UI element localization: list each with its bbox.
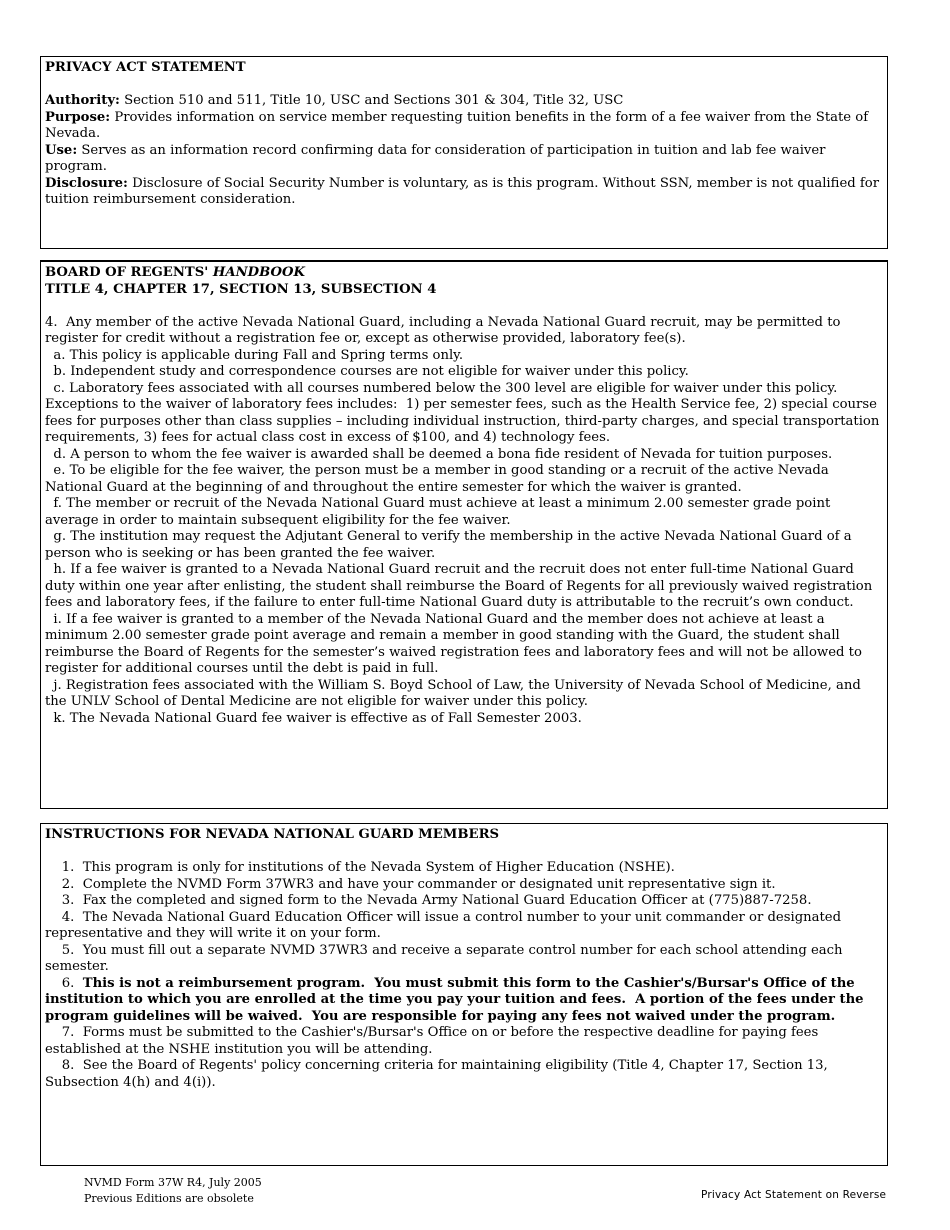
purpose-label: Purpose: [45,109,111,125]
instructions-section [40,823,888,1166]
instructions-title: INSTRUCTIONS FOR NEVADA NATIONAL GUARD MEMBERS [45,827,500,842]
regents-handbook-section [40,260,888,809]
use-label: Use: [45,142,78,158]
footer-form-info [84,1175,262,1206]
editions-note: Previous Editions are obsolete [84,1191,254,1205]
instruction-item: 8. See the Board of Regents' policy concerning criteria for maintaining eligibility (Title 4, Chapter 17, Section 13, Subsection 4(h) and 4(i)). [45,1058,832,1090]
regents-paragraph: b. Independent study and correspondence courses are not eligible for waiver under this policy. [45,364,689,379]
privacy-act-title: PRIVACY ACT STATEMENT [45,60,246,75]
authority-text: Section 510 and 511, Title 10, USC and Sections 301 & 304, Title 32, USC [119,93,624,108]
instruction-item: 7. Forms must be submitted to the Cashier's/Bursar's Office on or before the respective deadline for paying fees established at the NSHE institution you will be attending. [45,1025,823,1057]
form-id: NVMD Form 37W R4, July 2005 [84,1176,262,1189]
authority-line [45,93,883,110]
disclosure-label: Disclosure: [45,175,128,191]
regents-paragraph: h. If a fee waiver is granted to a Nevada National Guard recruit and the recruit does not enter full-time National Guard duty within one year after enlisting, the student shall reimburse the Board of Regents for all previously waived registration fees and laboratory fees, if the failure to enter full-time National Guard duty is attributable to the recruit’s own conduct. [45,562,877,610]
use-line [45,143,883,176]
regents-paragraph: d. A person to whom the fee waiver is awarded shall be deemed a bona fide resident of Nevada for tuition purposes. [45,446,833,462]
regents-paragraph: c. Laboratory fees associated with all courses numbered below the 300 level are eligible for waiver under this policy. Exceptions to the waiver of laboratory fees includes: 1) per semester fees, such as the Health Service fee, 2) special course fees for purposes other than class supplies – including individual instruction, third-party charges, and special transportation requirements, 3) fees for actual class cost in excess of $100, and 4) technology fees. [45,380,884,445]
regents-subtitle: TITLE 4, CHAPTER 17, SECTION 13, SUBSECTION 4 [45,281,437,297]
instruction-item: 3. Fax the completed and signed form to the Nevada Army National Guard Education Officer at (775)887-7258. [45,893,812,908]
instruction-item: 1. This program is only for institutions of the Nevada System of Higher Education (NSHE). [45,860,675,875]
instruction-6-number: 6. [45,975,83,991]
reverse-note: Privacy Act Statement on Reverse [701,1189,887,1201]
regents-paragraph: a. This policy is applicable during Fall and Spring terms only. [45,347,464,363]
authority-label: Authority: [45,93,120,108]
purpose-line [45,110,883,143]
instruction-item-6 [45,976,883,1026]
regents-title-prefix: BOARD OF REGENTS' [45,265,209,280]
regents-paragraph: 4. Any member of the active Nevada National Guard, including a Nevada National Guard recruit, may be permitted to register for credit without a registration fee or, except as otherwise provided, laboratory fee(s). [45,314,845,346]
regents-paragraph: f. The member or recruit of the Nevada National Guard must achieve at least a minimum 2.00 semester grade point average in order to maintain subsequent eligibility for the fee waiver. [45,496,835,528]
instruction-item: 2. Complete the NVMD Form 37WR3 and have your commander or designated unit representative sign it. [45,876,776,892]
regents-paragraph: i. If a fee waiver is granted to a member of the Nevada National Guard and the member does not achieve at least a minimum 2.00 semester grade point average and remain a member in good standing with the Guard, the student shall reimburse the Board of Regents for the semester’s waived registration fees and laboratory fees and will not be allowed to register for additional courses until the debt is paid in full. [45,611,867,676]
purpose-text: Provides information on service member requesting tuition benefits in the form of a fee waiver from the State of Nevada. [45,109,869,141]
instruction-item: 4. The Nevada National Guard Education Officer will issue a control number to your unit commander or designated representative and they will write it on your form. [45,909,846,941]
regents-title [45,265,883,282]
regents-paragraph: k. The Nevada National Guard fee waiver is effective as of Fall Semester 2003. [45,710,582,726]
regents-paragraph: g. The institution may request the Adjutant General to verify the membership in the active Nevada National Guard of a person who is seeking or has been granted the fee waiver. [45,529,856,561]
instruction-6-text: This is not a reimbursement program. You must submit this form to the Cashier's/Bursar's Office of the institution to which you are enrolled at the time you pay your tuition and fees. A portion of the fees under the program guidelines will be waived. You are responsible for paying any fees not waived under the program. [45,975,869,1024]
disclosure-text: Disclosure of Social Security Number is voluntary, as is this program. Without SSN, member is not qualified for tuition reimbursement consideration. [45,175,880,207]
disclosure-line [45,176,883,209]
regents-title-handbook: HANDBOOK [212,265,305,280]
instruction-item: 5. You must fill out a separate NVMD 37WR3 and receive a separate control number for each school attending each semester. [45,942,847,974]
regents-paragraph: e. To be eligible for the fee waiver, the person must be a member in good standing or a recruit of the active Nevada National Guard at the beginning of and throughout the entire semester for which the waiver is granted. [45,463,833,495]
privacy-act-section [40,56,888,249]
use-text: Serves as an information record confirming data for consideration of participation in tuition and lab fee waiver program. [45,142,826,174]
regents-paragraph: j. Registration fees associated with the William S. Boyd School of Law, the University of Nevada School of Medicine, and the UNLV School of Dental Medicine are not eligible for waiver under this policy. [45,677,865,709]
